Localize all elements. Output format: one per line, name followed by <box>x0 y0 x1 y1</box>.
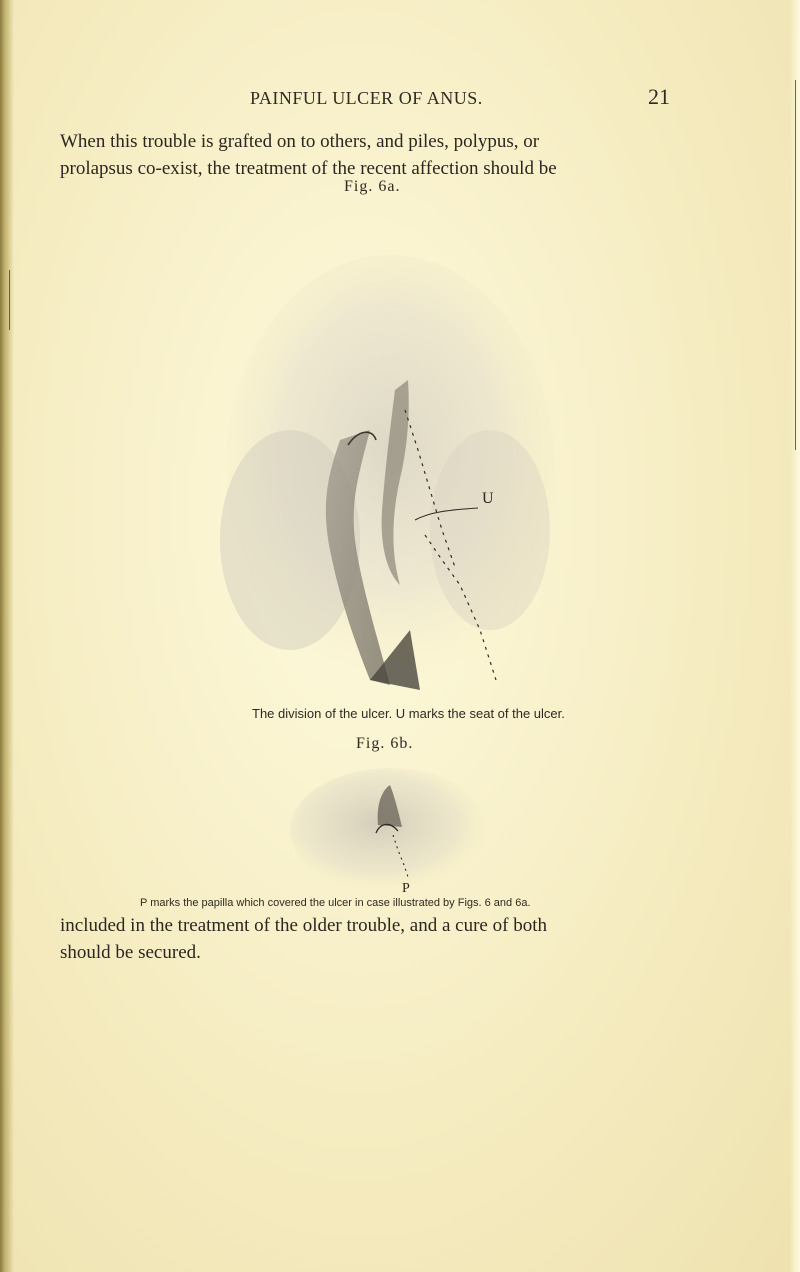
body-line: included in the treatment of the older trouble, and a cure of both <box>60 915 547 936</box>
figure-6b-illustration <box>290 765 510 895</box>
page-number: 21 <box>648 84 670 109</box>
closing-paragraph <box>60 912 760 966</box>
running-head: PAINFUL ULCER OF ANUS. <box>250 88 483 108</box>
figure-6a-illustration <box>220 240 560 700</box>
tissue-shading-right <box>430 430 550 630</box>
page-edge-line <box>795 80 796 450</box>
figure-6b-marker: P <box>402 881 410 895</box>
body-line: prolapsus co-exist, the treatment of the recent affection should be <box>60 158 557 179</box>
body-line: should be secured. <box>60 942 201 963</box>
body-paragraph <box>60 128 720 182</box>
figure-6a-caption: The division of the ulcer. U marks the seat of the ulcer. <box>252 706 565 721</box>
body-line: When this trouble is grafted on to others, and piles, polypus, or <box>60 131 540 152</box>
figure-6a-label: Fig. 6a. <box>344 178 401 195</box>
figure-6b-caption: P marks the papilla which covered the ulcer in case illustrated by Figs. 6 and 6a. <box>140 897 531 909</box>
figure-6a-marker: U <box>482 490 494 507</box>
figure-6b-label: Fig. 6b. <box>356 735 414 752</box>
page-gutter-shadow <box>0 0 14 1272</box>
gutter-mark <box>9 270 10 330</box>
